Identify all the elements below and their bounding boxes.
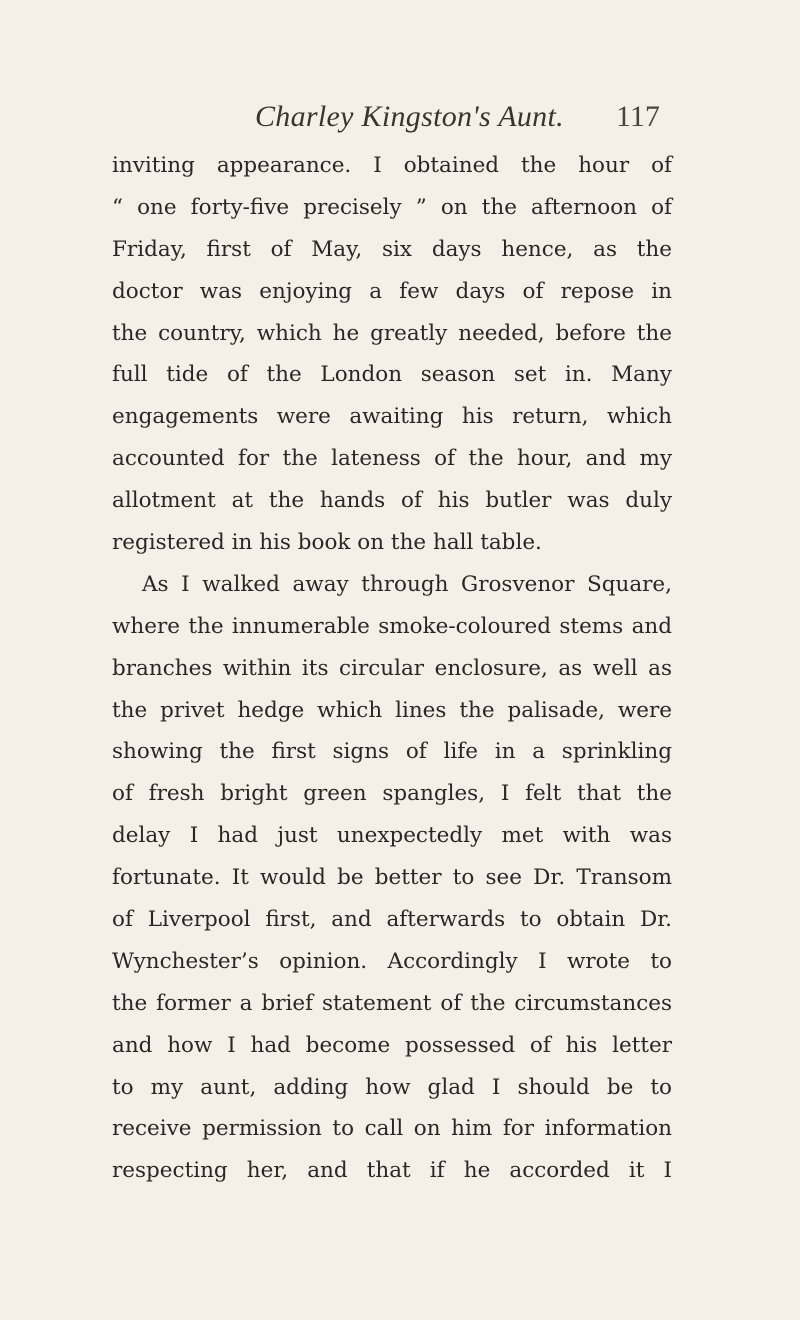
text-line: registered in his book on the hall table. [112,530,542,556]
text-line: of Liverpool first, and afterwards to obtain Dr. [112,907,672,933]
text-line: Friday, first of May, six days hence, as the [112,236,672,262]
text-line: fortunate. It would be better to see Dr. Transom [112,865,672,891]
text-line: inviting appearance. I obtained the hour of [112,153,672,178]
body-text [112,145,672,1192]
text-line: of fresh bright green spangles, I felt that the [112,781,672,807]
paragraph-start-line: As I walked away through Grosvenor Square, [142,571,672,597]
text-line: and how I had become possessed of his letter [112,1032,672,1058]
text-line: accounted for the lateness of the hour, and my [112,446,672,472]
text-line: doctor was enjoying a few days of repose in [112,278,672,304]
text-line: full tide of the London season set in. Many [112,362,672,388]
page-number: 117 [616,100,660,133]
text-line: branches within its circular enclosure, as well as [112,655,672,681]
text-line: the former a brief statement of the circumstances [112,990,672,1016]
text-line: “ one forty-five precisely ” on the afternoon of [112,194,672,220]
text-line: the privet hedge which lines the palisade, were [112,697,672,723]
text-line: engagements were awaiting his return, which [112,404,672,430]
running-title: Charley Kingston's Aunt. [255,100,564,133]
text-line: delay I had just unexpectedly met with was [112,823,672,849]
text-line: to my aunt, adding how glad I should be to [112,1074,672,1100]
text-line: respecting her, and that if he accorded it I [112,1158,672,1184]
text-line: the country, which he greatly needed, before the [112,320,672,346]
text-line: allotment at the hands of his butler was duly [112,488,672,514]
text-line: where the innumerable smoke-coloured stems and [112,613,672,639]
text-line: Wynchester’s opinion. Accordingly I wrote to [112,948,672,974]
text-line: showing the first signs of life in a sprinkling [112,739,672,765]
text-line: receive permission to call on him for information [112,1116,672,1142]
